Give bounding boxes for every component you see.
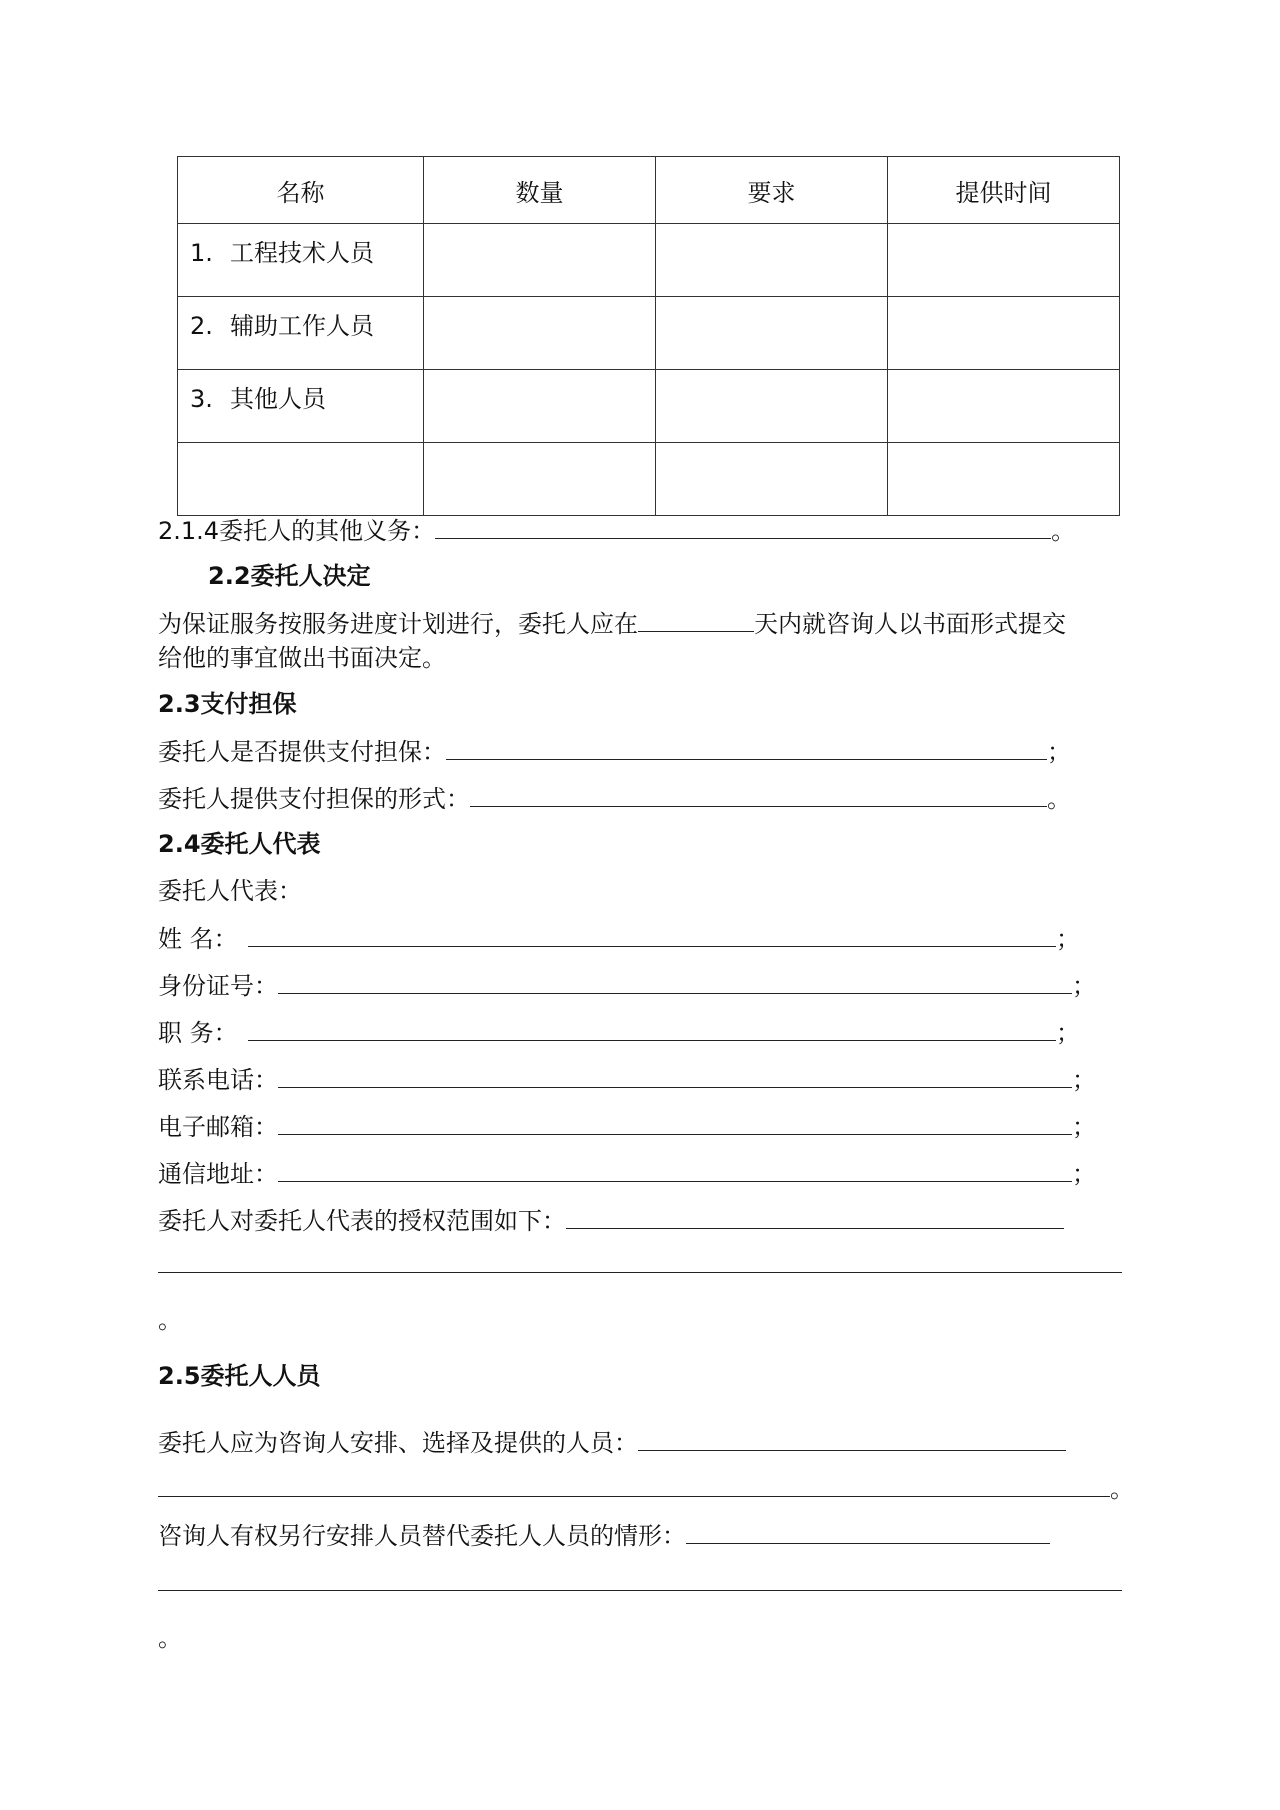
rep-address-line: [158, 1155, 1096, 1192]
guarantee-form-label: 委托人提供支付担保的形式：: [158, 785, 470, 813]
table-row: [178, 224, 1120, 297]
quantity-cell[interactable]: [424, 370, 656, 443]
replacement-cases-blank-2[interactable]: [158, 1590, 1122, 1591]
rep-name-label: 姓 名：: [158, 925, 238, 953]
rep-email-label: 电子邮箱：: [158, 1113, 278, 1141]
rep-title-line: [158, 1014, 1080, 1051]
rep-address-blank[interactable]: [278, 1155, 1072, 1182]
header-requirement: 要求: [656, 157, 888, 224]
authorization-scope-blank[interactable]: [566, 1202, 1064, 1229]
other-obligations-blank[interactable]: [435, 512, 1051, 539]
table-row: [178, 370, 1120, 443]
guarantee-provided-line: [158, 733, 1071, 770]
decision-line-1: [158, 605, 1066, 642]
line-end-mark: ；: [1047, 738, 1071, 766]
row-name: 辅助工作人员: [230, 312, 374, 340]
decision-text-a: 为保证服务按服务进度计划进行，委托人应在: [158, 610, 638, 638]
replacement-cases-blank[interactable]: [686, 1517, 1050, 1544]
line-end-mark: ；: [1056, 925, 1080, 953]
provide-time-cell[interactable]: [888, 443, 1120, 516]
requirement-cell[interactable]: [656, 370, 888, 443]
requirement-cell[interactable]: [656, 297, 888, 370]
decision-days-blank[interactable]: [638, 605, 754, 632]
rep-address-label: 通信地址：: [158, 1160, 278, 1188]
guarantee-form-blank[interactable]: [470, 780, 1047, 807]
other-obligations-label: 2.1.4委托人的其他义务：: [158, 517, 436, 545]
row-number: 3.: [190, 385, 213, 413]
row-name-cell[interactable]: [178, 443, 424, 516]
rep-name-blank[interactable]: [248, 920, 1056, 947]
authorization-scope-end: 。: [158, 1306, 182, 1334]
line-end-mark: 。: [1047, 785, 1071, 813]
rep-phone-line: [158, 1061, 1096, 1098]
quantity-cell[interactable]: [424, 224, 656, 297]
decision-text-b: 天内就咨询人以书面形式提交: [754, 610, 1066, 638]
line-end-mark: ；: [1072, 972, 1096, 1000]
rep-email-line: [158, 1108, 1096, 1145]
rep-id-blank[interactable]: [278, 967, 1072, 994]
section-heading-2-4: 2.4委托人代表: [158, 830, 321, 858]
row-name-cell: [178, 297, 424, 370]
staff-arrange-line-2: [158, 1470, 1134, 1507]
line-end-mark: ；: [1072, 1066, 1096, 1094]
staff-arrange-label: 委托人应为咨询人安排、选择及提供的人员：: [158, 1429, 638, 1457]
row-name-cell: [178, 224, 424, 297]
requirement-cell[interactable]: [656, 224, 888, 297]
replacement-cases-label: 咨询人有权另行安排人员替代委托人人员的情形：: [158, 1522, 686, 1550]
row-name-cell: [178, 370, 424, 443]
rep-id-label: 身份证号：: [158, 972, 278, 1000]
header-name: 名称: [178, 157, 424, 224]
header-quantity: 数量: [424, 157, 656, 224]
provide-time-cell[interactable]: [888, 224, 1120, 297]
row-number: 2.: [190, 312, 213, 340]
staff-arrange-line: [158, 1424, 1066, 1461]
rep-id-line: [158, 967, 1096, 1004]
guarantee-form-line: [158, 780, 1071, 817]
authorization-scope-label: 委托人对委托人代表的授权范围如下：: [158, 1207, 566, 1235]
table-header-row: [178, 157, 1120, 224]
table-row: [178, 297, 1120, 370]
decision-line-2: 给他的事宜做出书面决定。: [158, 644, 446, 672]
guarantee-provided-label: 委托人是否提供支付担保：: [158, 738, 446, 766]
row-name: 其他人员: [230, 385, 326, 413]
provide-time-cell[interactable]: [888, 370, 1120, 443]
replacement-cases-line: [158, 1517, 1050, 1554]
line-end-mark: 。: [1110, 1475, 1134, 1503]
quantity-cell[interactable]: [424, 297, 656, 370]
guarantee-provided-blank[interactable]: [446, 733, 1047, 760]
representative-intro: 委托人代表：: [158, 877, 302, 905]
header-provide-time: 提供时间: [888, 157, 1120, 224]
section-heading-2-5: 2.5委托人人员: [158, 1362, 321, 1390]
authorization-scope-blank-2[interactable]: [158, 1272, 1122, 1273]
section-heading-2-2: 2.2委托人决定: [208, 562, 371, 590]
staff-arrange-blank-2[interactable]: [158, 1470, 1110, 1497]
rep-email-blank[interactable]: [278, 1108, 1072, 1135]
rep-name-line: [158, 920, 1080, 957]
requirement-cell[interactable]: [656, 443, 888, 516]
line-end-mark: 。: [1051, 517, 1076, 545]
line-end-mark: ；: [1072, 1113, 1096, 1141]
replacement-cases-end: 。: [158, 1624, 182, 1652]
quantity-cell[interactable]: [424, 443, 656, 516]
line-end-mark: ；: [1056, 1019, 1080, 1047]
table-row: [178, 443, 1120, 516]
other-obligations-line: [158, 512, 1075, 549]
rep-title-label: 职 务：: [158, 1019, 238, 1047]
rep-phone-blank[interactable]: [278, 1061, 1072, 1088]
provide-time-cell[interactable]: [888, 297, 1120, 370]
rep-title-blank[interactable]: [248, 1014, 1056, 1041]
line-end-mark: ；: [1072, 1160, 1096, 1188]
section-heading-2-3: 2.3支付担保: [158, 690, 297, 718]
row-name: 工程技术人员: [230, 239, 374, 267]
staff-arrange-blank[interactable]: [638, 1424, 1066, 1451]
rep-phone-label: 联系电话：: [158, 1066, 278, 1094]
staff-table: [177, 156, 1120, 516]
authorization-scope-line: [158, 1202, 1064, 1239]
row-number: 1.: [190, 239, 213, 267]
